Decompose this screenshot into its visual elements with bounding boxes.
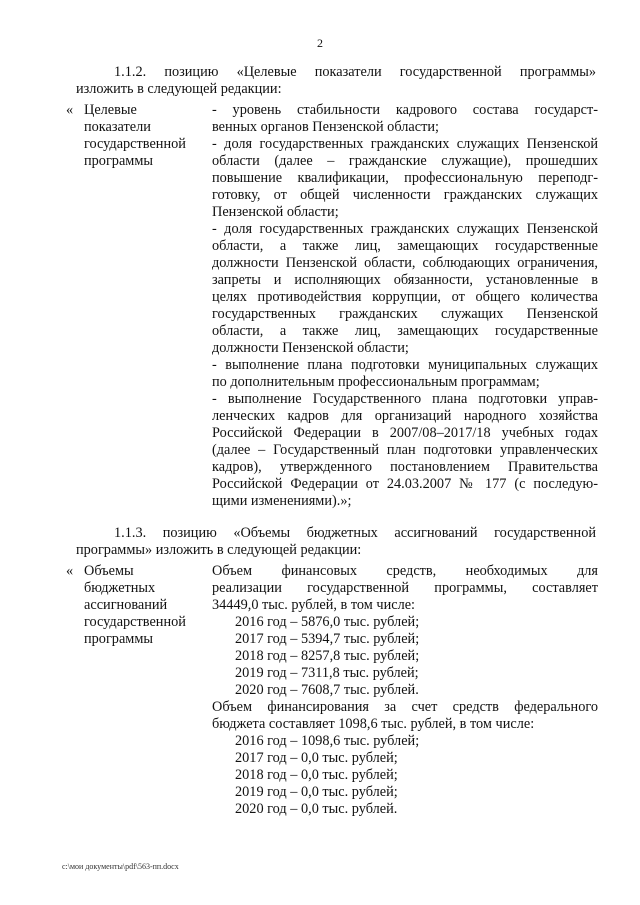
row-label — [84, 102, 208, 170]
content-line: по дополнительным профессиональным программам; — [212, 374, 540, 390]
section-1-1-2-heading — [76, 64, 596, 98]
content-line: кадров), утвержденного постановлением Правительства — [212, 459, 598, 475]
content-line: - доля государственных гражданских служащих Пензенской — [212, 136, 598, 152]
content-line: области (далее – гражданские служащие), прошедших — [212, 153, 598, 169]
year-line: 2016 год – 1098,6 тыс. рублей; — [235, 733, 420, 749]
row-content — [212, 102, 598, 510]
section-line: 1.1.3. позицию «Объемы бюджетных ассигнований государственной — [114, 525, 596, 541]
row-label — [84, 563, 208, 648]
section-line: программы» изложить в следующей редакции: — [76, 542, 362, 558]
content-line: ленческих кадров для организаций народного хозяйства — [212, 408, 598, 424]
content-line: - выполнение плана подготовки муниципальных служащих — [212, 357, 598, 373]
content-line: области, а также лиц, замещающих государственные — [212, 323, 598, 339]
label-line: программы — [84, 153, 154, 169]
section-1-1-3-heading — [76, 525, 596, 559]
content-line: - уровень стабильности кадрового состава государст- — [212, 102, 598, 118]
content-line: 34449,0 тыс. рублей, в том числе: — [212, 597, 416, 613]
content-line: готовку, от общей численности гражданских служащих — [212, 187, 598, 203]
content-line: государственных гражданских служащих Пензенской — [212, 306, 598, 322]
year-line: 2017 год – 0,0 тыс. рублей; — [235, 750, 398, 766]
section-line: 1.1.2. позицию «Целевые показатели государственной программы» — [114, 64, 596, 80]
label-line: Целевые — [84, 102, 137, 118]
opening-quote: « — [66, 563, 74, 579]
year-line: 2020 год – 7608,7 тыс. рублей. — [235, 682, 419, 698]
label-line: Объемы — [84, 563, 134, 579]
content-line: области, а также лиц, замещающих государственные — [212, 238, 598, 254]
footer-file-path: c:\мои документы\pdf\563-пп.docx — [62, 862, 179, 871]
year-line: 2017 год – 5394,7 тыс. рублей; — [235, 631, 420, 647]
content-line: должности Пензенской области, соблюдающих ограничения, — [212, 255, 598, 271]
content-line: запреты и исполняющих обязанности, установленные в — [212, 272, 598, 288]
label-line: государственной — [84, 614, 186, 630]
content-line: венных органов Пензенской области; — [212, 119, 439, 135]
content-line: повышение квалификации, профессиональную переподг- — [212, 170, 598, 186]
year-line: 2019 год – 7311,8 тыс. рублей; — [235, 665, 419, 681]
label-line: ассигнований — [84, 597, 168, 613]
content-line: Российской Федерации от 24.03.2007 № 177 (с последую- — [212, 476, 598, 492]
content-line: целях противодействия коррупции, от общего количества — [212, 289, 598, 305]
content-line: - выполнение Государственного плана подготовки управ- — [212, 391, 598, 407]
content-line: Российской Федерации в 2007/08–2017/18 учебных годах — [212, 425, 598, 441]
page-number: 2 — [317, 36, 323, 50]
label-line: показатели — [84, 119, 151, 135]
content-line: реализации государственной программы, составляет — [212, 580, 598, 596]
year-line: 2018 год – 8257,8 тыс. рублей; — [235, 648, 420, 664]
content-line: Пензенской области; — [212, 204, 339, 220]
year-line: 2019 год – 0,0 тыс. рублей; — [235, 784, 398, 800]
label-line: бюджетных — [84, 580, 156, 596]
content-line: Объем финансирования за счет средств федерального — [212, 699, 598, 715]
year-line: 2018 год – 0,0 тыс. рублей; — [235, 767, 398, 783]
content-line: - доля государственных гражданских служащих Пензенской — [212, 221, 598, 237]
year-line: 2020 год – 0,0 тыс. рублей. — [235, 801, 398, 817]
content-line: должности Пензенской области; — [212, 340, 409, 356]
content-line: Объем финансовых средств, необходимых для — [212, 563, 598, 579]
row-content — [212, 563, 598, 818]
content-line: бюджета составляет 1098,6 тыс. рублей, в том числе: — [212, 716, 535, 732]
label-line: программы — [84, 631, 154, 647]
section-line: изложить в следующей редакции: — [76, 81, 282, 97]
content-line: (далее – Государственный план подготовки управленческих — [212, 442, 598, 458]
opening-quote: « — [66, 102, 74, 118]
content-line: щими изменениями).»; — [212, 493, 352, 509]
year-line: 2016 год – 5876,0 тыс. рублей; — [235, 614, 420, 630]
label-line: государственной — [84, 136, 186, 152]
